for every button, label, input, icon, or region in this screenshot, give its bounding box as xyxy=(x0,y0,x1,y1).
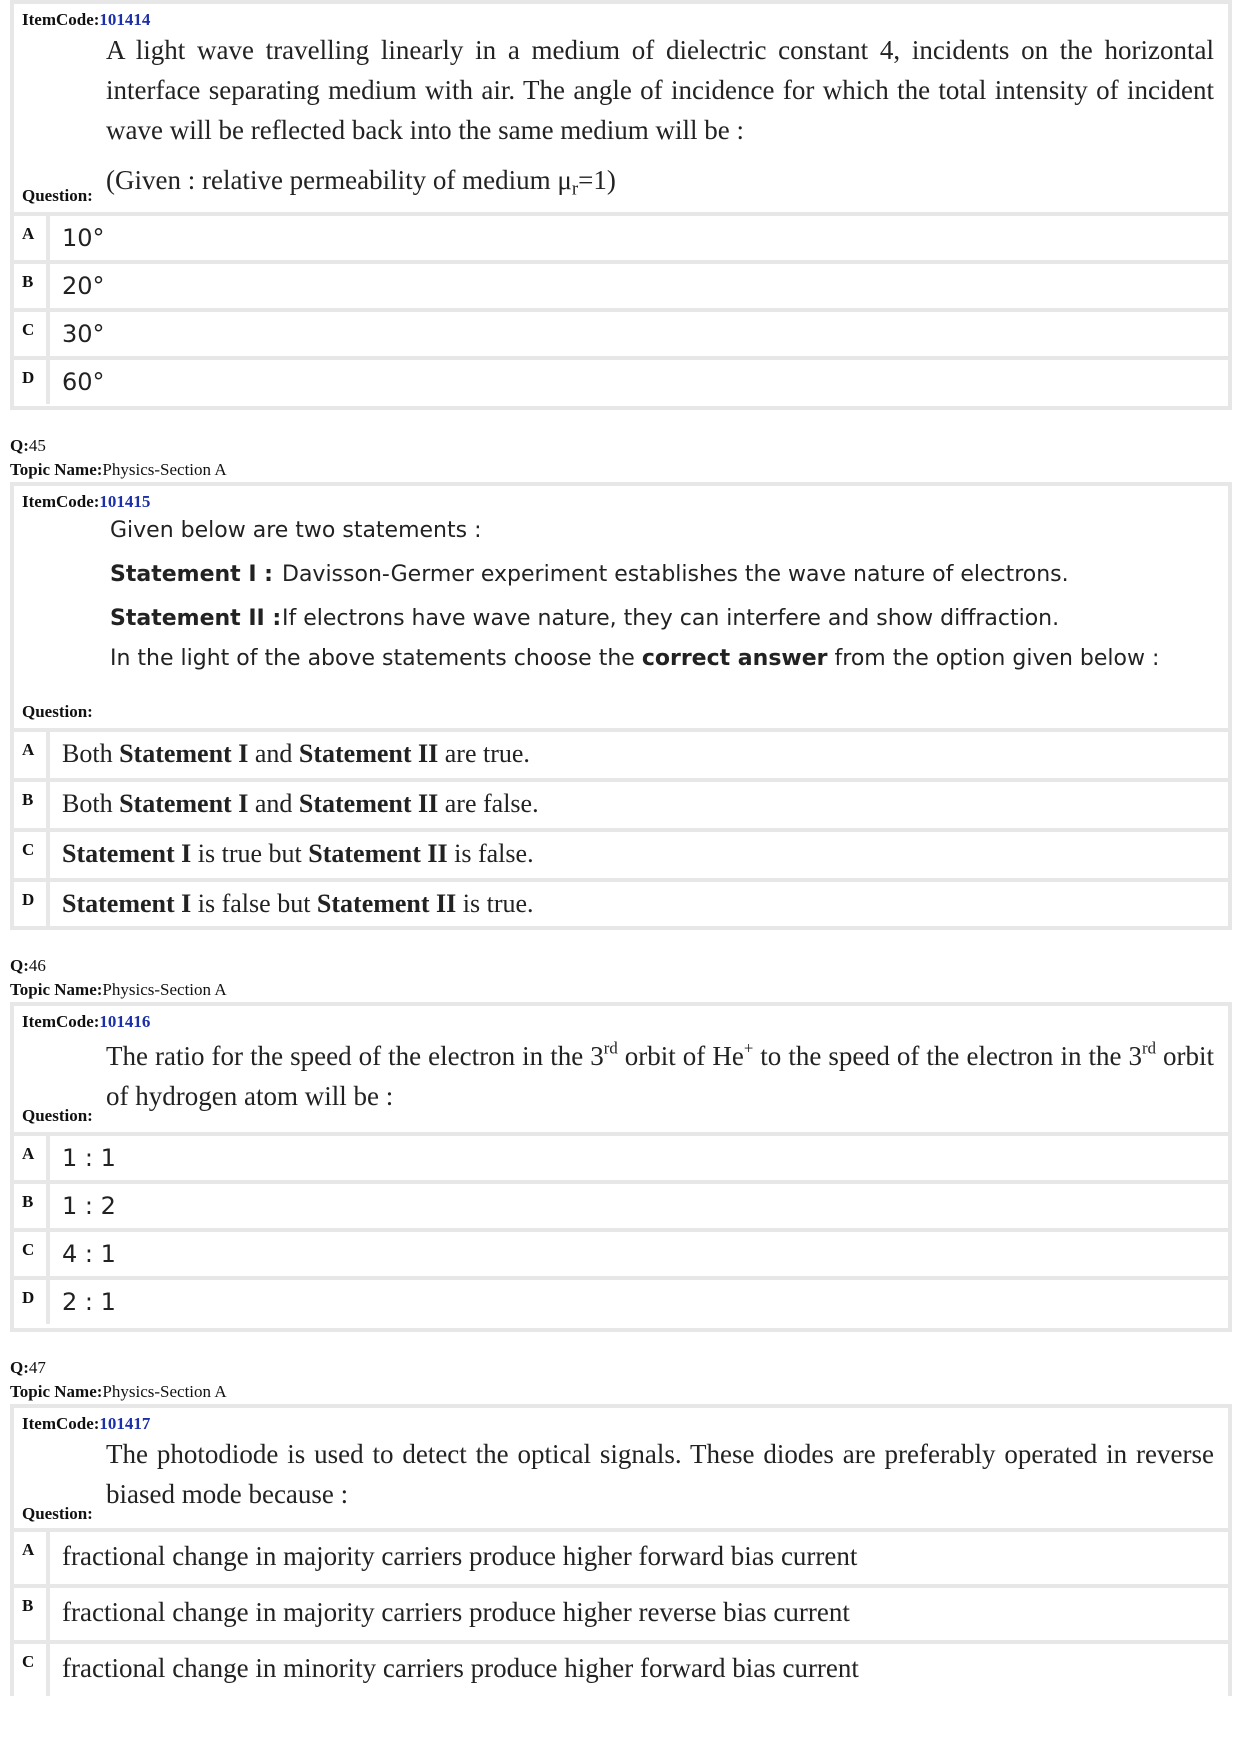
option-a[interactable] xyxy=(14,728,1228,778)
option-d[interactable] xyxy=(14,356,1228,404)
option-letter: B xyxy=(22,272,34,291)
option-letter: A xyxy=(22,1144,35,1163)
option-a[interactable] xyxy=(14,1132,1228,1180)
question-text: The photodiode is used to detect the optical signals. These diodes are preferably operated in reverse biased mode because : xyxy=(106,1439,1214,1509)
option-letter: C xyxy=(22,1240,35,1259)
question-card-44 xyxy=(10,0,1232,410)
option-letter: C xyxy=(22,840,35,859)
option-letter: B xyxy=(22,790,34,809)
question-card-47 xyxy=(10,1404,1232,1696)
option-text: 60° xyxy=(62,368,105,396)
option-letter: B xyxy=(22,1192,34,1211)
option-letter: A xyxy=(22,224,35,243)
item-code: ItemCode:101416 xyxy=(22,1012,151,1031)
option-text: 1 : 2 xyxy=(62,1192,116,1220)
option-text: fractional change in majority carriers produce higher forward bias current xyxy=(62,1541,858,1571)
option-text: 10° xyxy=(62,224,105,252)
statement-1: Statement I : Davisson-Germer experiment establishes the wave nature of electrons. xyxy=(110,562,1069,587)
topic-name: Topic Name:Physics-Section A xyxy=(10,980,227,999)
option-letter: D xyxy=(22,890,35,909)
option-text: 20° xyxy=(62,272,105,300)
option-letter: C xyxy=(22,1652,35,1671)
option-a[interactable] xyxy=(14,1528,1228,1584)
option-text: Both Statement I and Statement II are true. xyxy=(62,739,530,768)
question-text: The ratio for the speed of the electron in the 3rd orbit of He+ to the speed of the electron in the 3rd orbit of hydrogen atom will be : xyxy=(106,1038,1215,1111)
option-letter: C xyxy=(22,320,35,339)
option-text: Statement I is true but Statement II is false. xyxy=(62,839,534,868)
option-text: Statement I is false but Statement II is true. xyxy=(62,889,534,918)
topic-name: Topic Name:Physics-Section A xyxy=(10,460,227,479)
option-text: 30° xyxy=(62,320,105,348)
item-code: ItemCode:101415 xyxy=(22,492,151,511)
option-letter: D xyxy=(22,1288,35,1307)
topic-name: Topic Name:Physics-Section A xyxy=(10,1382,227,1401)
option-c[interactable] xyxy=(14,308,1228,356)
option-text: fractional change in majority carriers produce higher reverse bias current xyxy=(62,1597,850,1627)
option-letter: B xyxy=(22,1596,34,1615)
question-closing: In the light of the above statements choose the correct answer from the option given below : xyxy=(110,646,1160,671)
question-label: Question: xyxy=(22,1106,93,1125)
option-text: 1 : 1 xyxy=(62,1144,116,1172)
option-text: 2 : 1 xyxy=(62,1288,116,1316)
question-given: (Given : relative permeability of medium $\mu_r=1$) xyxy=(106,165,616,200)
option-d[interactable] xyxy=(14,1276,1228,1324)
option-b[interactable] xyxy=(14,1584,1228,1640)
option-c[interactable] xyxy=(14,1640,1228,1696)
option-b[interactable] xyxy=(14,1180,1228,1228)
question-card-45 xyxy=(10,482,1232,930)
item-code: ItemCode:101417 xyxy=(22,1414,151,1433)
option-d[interactable] xyxy=(14,878,1228,926)
question-label: Question: xyxy=(22,186,93,205)
option-text: Both Statement I and Statement II are false. xyxy=(62,789,539,818)
option-c[interactable] xyxy=(14,828,1228,878)
option-letter: A xyxy=(22,740,35,759)
question-number: Q:47 xyxy=(10,1358,46,1377)
question-number: Q:45 xyxy=(10,436,46,455)
option-text: fractional change in minority carriers produce higher forward bias current xyxy=(62,1653,859,1683)
question-card-46 xyxy=(10,1002,1232,1332)
option-text: 4 : 1 xyxy=(62,1240,116,1268)
option-a[interactable] xyxy=(14,212,1228,260)
question-number: Q:46 xyxy=(10,956,46,975)
option-letter: A xyxy=(22,1540,35,1559)
statements-intro: Given below are two statements : xyxy=(110,518,482,543)
option-c[interactable] xyxy=(14,1228,1228,1276)
statement-2: Statement II :If electrons have wave nature, they can interfere and show diffraction. xyxy=(110,606,1060,631)
option-b[interactable] xyxy=(14,260,1228,308)
question-label: Question: xyxy=(22,702,93,721)
item-code: ItemCode:101414 xyxy=(22,10,151,29)
question-label: Question: xyxy=(22,1504,93,1523)
option-letter: D xyxy=(22,368,35,387)
question-text: A light wave travelling linearly in a medium of dielectric constant 4, incidents on the horizontal interface separating medium with air. The angle of incidence for which the total intensity of incident wave will be reflected back into the same medium will be : xyxy=(106,35,1214,145)
option-b[interactable] xyxy=(14,778,1228,828)
